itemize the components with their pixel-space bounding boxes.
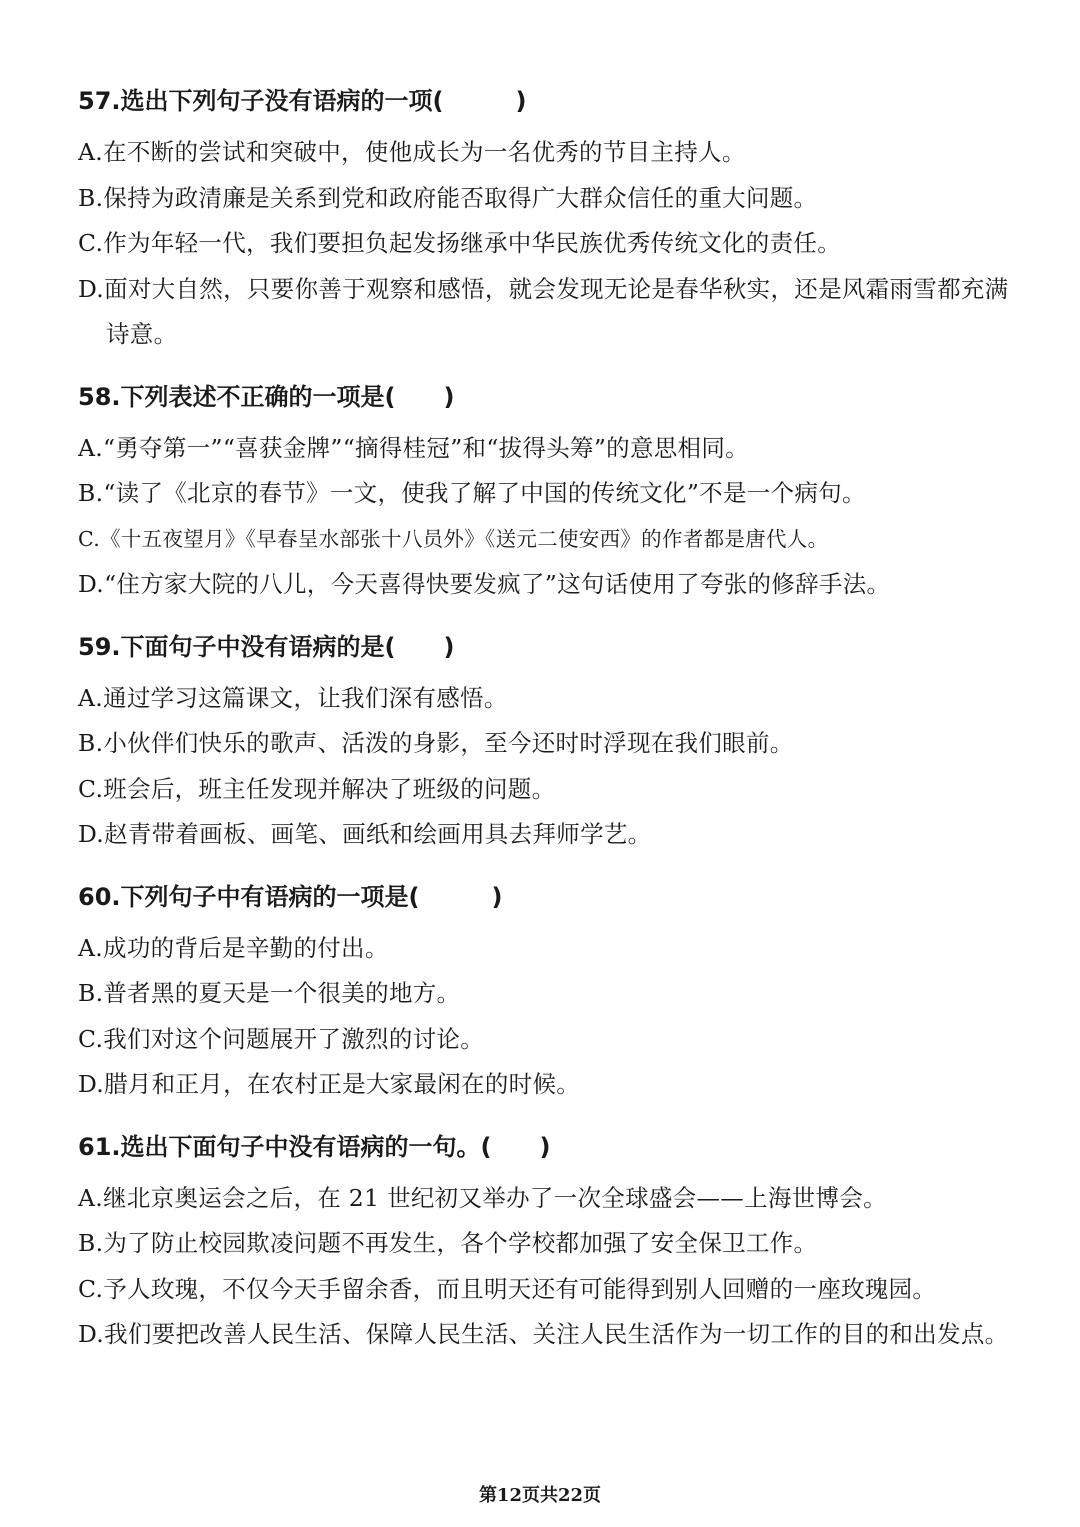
option-c: C.予人玫瑰，不仅今天手留余香，而且明天还有可能得到别人回赠的一座玫瑰园。 (78, 1274, 937, 1303)
option-c: C.班会后，班主任发现并解决了班级的问题。 (78, 774, 556, 803)
option-b: B.为了防止校园欺凌问题不再发生，各个学校都加强了安全保卫工作。 (78, 1229, 818, 1257)
question-58 (78, 380, 1010, 608)
option-d: D.面对大自然，只要你善于观察和感悟，就会发现无论是春华秋实，还是风霜雨雪都充满诗意。 (78, 274, 1009, 348)
option-a: A.成功的背后是辛勤的付出。 (78, 933, 389, 962)
question-57 (78, 84, 1010, 358)
option-a: A.在不断的尝试和突破中，使他成长为一名优秀的节目主持人。 (78, 138, 746, 166)
option-b: B.小伙伴们快乐的歌声、活泼的身影，至今还时时浮现在我们眼前。 (78, 729, 794, 757)
question-title: 60.下列句子中有语病的一项是( ) (78, 882, 503, 911)
question-title: 58.下列表述不正确的一项是( ) (78, 382, 455, 411)
question-title: 59.下面句子中没有语病的是( ) (78, 632, 455, 661)
option-c: C.我们对这个问题展开了激烈的讨论。 (78, 1024, 485, 1053)
question-61 (78, 1130, 1010, 1358)
question-60 (78, 880, 1010, 1108)
option-c: C.作为年轻一代，我们要担负起发扬继承中华民族优秀传统文化的责任。 (78, 229, 842, 257)
option-b: B.保持为政清廉是关系到党和政府能否取得广大群众信任的重大问题。 (78, 183, 818, 212)
option-a: A.“勇夺第一”“喜获金牌”“摘得桂冠”和“拔得头筹”的意思相同。 (78, 433, 749, 462)
option-d: D.赵青带着画板、画笔、画纸和绘画用具去拜师学艺。 (78, 820, 652, 848)
option-a: A.通过学习这篇课文，让我们深有感悟。 (78, 683, 508, 712)
option-d: D.我们要把改善人民生活、保障人民生活、关注人民生活作为一切工作的目的和出发点。 (78, 1320, 1009, 1348)
option-c: C.《十五夜望月》《早春呈水部张十八员外》《送元二使安西》的作者都是唐代人。 (78, 526, 829, 551)
question-title: 57.选出下列句子没有语病的一项( ) (78, 87, 527, 115)
option-b: B.普者黑的夏天是一个很美的地方。 (78, 979, 461, 1007)
question-title: 61.选出下面句子中没有语病的一句。( ) (78, 1132, 551, 1161)
question-59 (78, 630, 1010, 858)
option-d: D.腊月和正月，在农村正是大家最闲在的时候。 (78, 1070, 581, 1098)
option-b: B.“读了《北京的春节》一文，使我了解了中国的传统文化”不是一个病句。 (78, 479, 866, 507)
option-d: D.“住方家大院的八儿，今天喜得快要发疯了”这句话使用了夸张的修辞手法。 (78, 570, 891, 598)
page-number: 第12页共22页 (478, 1485, 602, 1506)
option-a: A.继北京奥运会之后，在 21 世纪初又举办了一次全球盛会——上海世博会。 (78, 1183, 887, 1212)
